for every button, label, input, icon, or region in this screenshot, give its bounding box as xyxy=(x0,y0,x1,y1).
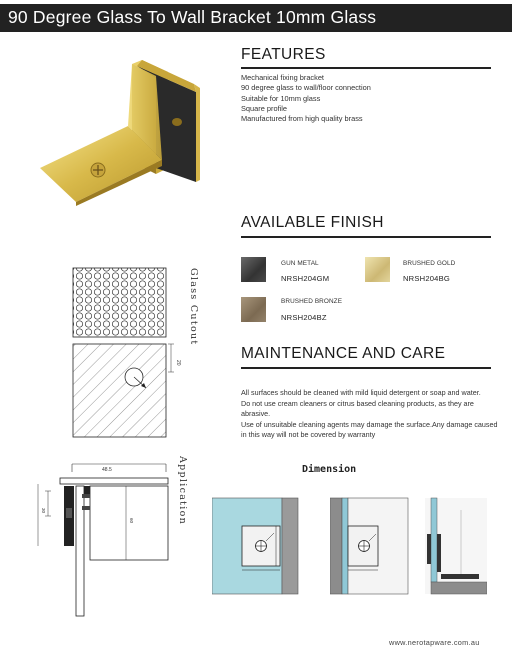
dimension-view-section xyxy=(425,490,487,600)
dimension-heading: Dimension xyxy=(302,464,357,475)
maintenance-rule xyxy=(241,367,491,369)
product-photo xyxy=(38,56,208,206)
cutout-dimension-label: 20 xyxy=(175,360,181,366)
features-rule xyxy=(241,67,491,69)
page-title: 90 Degree Glass To Wall Bracket 10mm Glass xyxy=(8,7,377,27)
application-drawing xyxy=(34,456,174,626)
features-list xyxy=(241,73,371,124)
feature-item: Square profile xyxy=(241,103,288,113)
feature-item: Suitable for 10mm glass xyxy=(241,93,321,103)
features-heading: FEATURES xyxy=(241,46,326,63)
glass-cutout-drawing xyxy=(66,264,196,444)
dimension-view-front-glass xyxy=(212,490,302,600)
app-height-label: 60 xyxy=(129,518,134,524)
feature-item: Mechanical fixing bracket xyxy=(241,73,324,82)
finish-code-gun-metal: NRSH204GM xyxy=(281,274,330,283)
maintenance-heading: MAINTENANCE AND CARE xyxy=(241,345,446,362)
application-label: Application xyxy=(177,456,188,526)
finish-code-brushed-bronze: NRSH204BZ xyxy=(281,313,327,322)
maintenance-text: All surfaces should be cleaned with mild liquid detergent or soap and water. Do not use cream cleaners or citrus based cleaning products, as they are abrasive. Use of unsuitable cleaning agents may damage the surface.Any damage caused in this way will not be covered by warranty xyxy=(241,388,498,440)
feature-item: 90 degree glass to wall/floor connection xyxy=(241,83,371,93)
finish-name-gun-metal: GUN METAL xyxy=(281,260,319,267)
title-bar xyxy=(0,4,512,32)
swatch-brushed-bronze xyxy=(241,297,266,322)
finish-name-brushed-bronze: BRUSHED BRONZE xyxy=(281,298,343,305)
dimension-view-wall-side xyxy=(330,490,410,600)
finish-rule xyxy=(241,236,491,238)
swatch-gun-metal xyxy=(241,257,266,282)
finish-heading: AVAILABLE FINISH xyxy=(241,214,384,231)
website-url: www.nerotapware.com.au xyxy=(389,638,480,647)
swatch-brushed-gold xyxy=(365,257,390,282)
app-width-label: 48.5 xyxy=(102,467,112,473)
feature-item: Manufactured from high quality brass xyxy=(241,114,363,124)
app-side-label: 30 xyxy=(41,508,46,514)
finish-name-brushed-gold: BRUSHED GOLD xyxy=(403,260,456,267)
finish-code-brushed-gold: NRSH204BG xyxy=(403,274,450,283)
glass-cutout-label: Glass Cutout xyxy=(188,268,199,346)
